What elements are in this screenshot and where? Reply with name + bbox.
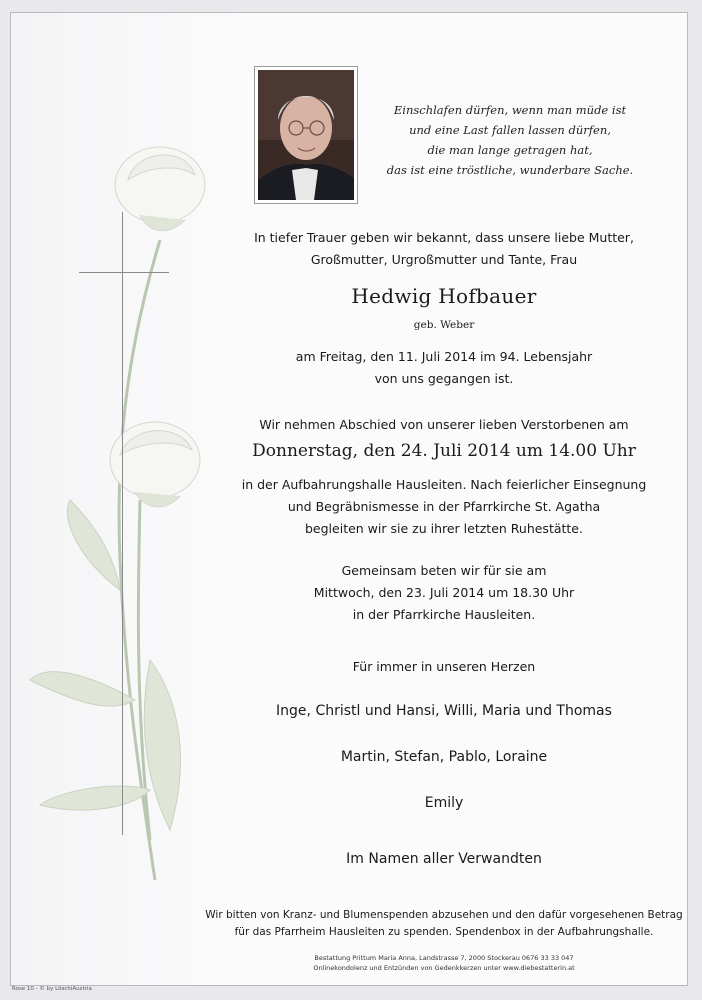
white-roses-illustration: [20, 140, 220, 900]
poem-line: die man lange getragen hat,: [427, 143, 593, 157]
funeral-line: in der Aufbahrungshalle Hausleiten. Nach feierlicher Einsegnung: [241, 477, 647, 492]
funeral-line: und Begräbnismesse in der Pfarrkirche St. Agatha: [287, 499, 601, 514]
deceased-name: Hedwig Hofbauer: [351, 284, 537, 308]
death-line: am Freitag, den 11. Juli 2014 im 94. Lebensjahr: [295, 349, 593, 364]
relatives-line: Im Namen aller Verwandten: [346, 851, 542, 867]
intro-text: [200, 227, 688, 271]
poem-line: und eine Last fallen lassen dürfen,: [409, 123, 611, 137]
funeral-details: [200, 474, 688, 540]
donation-line: Wir bitten von Kranz- und Blumenspenden abzusehen und den dafür vorgesehenen Betrag: [205, 909, 683, 921]
intro-line: In tiefer Trauer geben wir bekannt, dass unsere liebe Mutter,: [254, 230, 634, 245]
death-line: von uns gegangen ist.: [374, 371, 514, 386]
poem: [380, 100, 640, 180]
family-row: Inge, Christl und Hansi, Willi, Maria und Thomas: [276, 703, 612, 719]
cross-horizontal-bar: [79, 272, 169, 273]
funeral-line: begleiten wir sie zu ihrer letzten Ruhestätte.: [305, 521, 583, 536]
family-row: Emily: [424, 795, 464, 811]
farewell-intro: Wir nehmen Abschied von unserer lieben Verstorbenen am: [259, 417, 629, 432]
donation-note: [200, 907, 688, 941]
family-row: Martin, Stefan, Pablo, Loraine: [340, 749, 548, 765]
image-credit: Rose 10 - © by LöschiAustria: [12, 986, 92, 992]
hearts-line: Für immer in unseren Herzen: [352, 659, 536, 674]
portrait-image: [258, 70, 354, 200]
donation-line: für das Pfarrheim Hausleiten zu spenden. Spendenbox in der Aufbahrungshalle.: [234, 926, 654, 938]
poem-line: das ist eine tröstliche, wunderbare Sache.: [386, 163, 634, 177]
poem-line: Einschlafen dürfen, wenn man müde ist: [393, 103, 627, 117]
birth-name: geb. Weber: [413, 319, 475, 331]
prayer-details: [200, 560, 688, 626]
prayer-line: in der Pfarrkirche Hausleiten.: [352, 607, 536, 622]
death-notice: [200, 346, 688, 390]
intro-line: Großmutter, Urgroßmutter und Tante, Frau: [310, 252, 578, 267]
undertaker-line: Bestattung Prittum Maria Anna, Landstrasse 7, 2000 Stockerau 0676 33 33 047: [314, 954, 574, 962]
rose-top: [115, 147, 205, 231]
cross-vertical-bar: [122, 212, 123, 835]
rose-bottom: [110, 422, 200, 507]
prayer-line: Gemeinsam beten wir für sie am: [341, 563, 547, 578]
funeral-date: Donnerstag, den 24. Juli 2014 um 14.00 Uhr: [252, 441, 636, 461]
portrait-photo: [254, 66, 358, 204]
online-condolence-line: Onlinekondolenz und Entzünden von Gedenkkerzen unter www.diebestatterin.at: [313, 964, 575, 972]
footer: [200, 953, 688, 973]
prayer-line: Mittwoch, den 23. Juli 2014 um 18.30 Uhr: [313, 585, 575, 600]
